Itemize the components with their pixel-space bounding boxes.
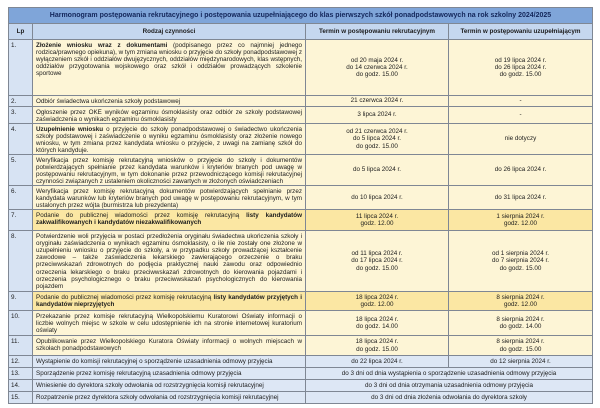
- header-lp: Lp: [9, 24, 33, 40]
- row-1-supplementary-term: [449, 40, 593, 96]
- row-6-activity: [33, 186, 306, 210]
- row-6-recruitment-term: [306, 186, 449, 210]
- row-2-number: 2.: [9, 96, 33, 107]
- row-10-supplementary-term: [449, 311, 593, 336]
- row-14-number: 14.: [9, 380, 33, 392]
- row-8-recruitment-line-3: do godz. 15.00: [356, 264, 398, 272]
- row-12-recruitment-line-1: do 22 lipca 2024 r.: [351, 357, 403, 365]
- row-6-supplementary-line-1: do 31 lipca 2024 r.: [494, 193, 547, 201]
- row-2-activity: [33, 96, 306, 107]
- row-9-recruitment-line-2: godz. 12.00: [360, 301, 394, 308]
- row-9-activity-text: Podanie do publicznej wiadomości przez komisję rekrutacyjną: [36, 293, 214, 301]
- row-5-number: 5.: [9, 155, 33, 186]
- row-2-supplementary-term: [449, 96, 593, 107]
- row-4-recruitment-line-1: od 21 czerwca 2024 r.: [346, 128, 408, 136]
- row-1-recruitment-line-1: od 20 maja 2024 r.: [350, 56, 404, 64]
- row-11-recruitment-term: [306, 336, 449, 356]
- row-11-recruitment-line-1: 18 lipca 2024 r.: [355, 338, 399, 346]
- row-11-recruitment-line-2: do godz. 15.00: [356, 345, 398, 353]
- row-12-supplementary-line-1: do 12 sierpnia 2024 r.: [490, 357, 551, 365]
- row-8-activity-text: Potwierdzenie woli przyjęcia w postaci przedłożenia oryginału świadectwa ukończenia szkoły i oryginału zaświadczenia o wynikach egzaminu ósmoklasisty, o ile nie zostały one złożone w uzupełnieniu wniosku o przyjęcie do szkoły, a w przypadku szkoły prowadzącej kształcenie zawodowe – także zaświadczenia lekarskiego zawierającego orzeczenie o braku przeciwwskazań zdrowotnych do podjęcia praktycznej nauki zawodu oraz odpowiednio orzeczenia lekarskiego o braku przeciwwskazań zdrowotnych do kierowania pojazdami i orzeczenia psychologicznego o braku przeciwwskazań psychologicznych do kierowania pojazdem: [36, 232, 302, 290]
- row-12-number: 12.: [9, 356, 33, 368]
- row-2-activity-text: Odbiór świadectwa ukończenia szkoły podstawowej: [36, 97, 181, 105]
- row-13-shared-term-text: do 3 dni od dnia wystąpienia o sporządzenie uzasadnienia odmowy przyjęcia: [341, 369, 557, 377]
- row-14-shared-term-text: do 3 dni od dnia otrzymania uzasadnienia odmowy przyjęcia: [364, 381, 533, 389]
- row-6-number: 6.: [9, 186, 33, 210]
- row-7-supplementary-line-1: 1 sierpnia 2024 r.: [496, 212, 545, 220]
- row-7-number: 7.: [9, 210, 33, 231]
- row-5-recruitment-line-1: do 5 lipca 2024 r.: [353, 166, 401, 174]
- row-6-supplementary-term: [449, 186, 593, 210]
- row-10-recruitment-term: [306, 311, 449, 336]
- row-5-supplementary-line-1: do 26 lipca 2024 r.: [494, 166, 547, 174]
- row-9-supplementary-term: [449, 292, 593, 311]
- row-12-supplementary-term: [449, 356, 593, 368]
- row-13-shared-term: [306, 368, 593, 380]
- row-13-activity-text: Sporządzenie przez komisję rekrutacyjną uzasadnienia odmowy przyjęcia: [36, 370, 242, 378]
- row-1-recruitment-line-3: do godz. 15.00: [356, 71, 398, 79]
- row-7-recruitment-term: [306, 210, 449, 231]
- row-7-recruitment-line-2: godz. 12.00: [360, 220, 394, 227]
- row-12-activity-text: Wystąpienie do komisji rekrutacyjnej o sporządzenie uzasadnienia odmowy przyjęcia: [36, 358, 273, 366]
- row-4-recruitment-line-3: do godz. 15.00: [356, 142, 398, 150]
- row-11-number: 11.: [9, 336, 33, 356]
- row-15-shared-term-text: do 3 dni od dnia złożenia odwołania do dyrektora szkoły: [371, 393, 527, 401]
- row-3-recruitment-term: [306, 107, 449, 124]
- row-14-activity: [33, 380, 306, 392]
- row-8-recruitment-line-2: do 17 lipca 2024 r.: [351, 257, 403, 265]
- row-11-supplementary-line-1: 8 sierpnia 2024 r.: [496, 338, 545, 346]
- row-3-activity: [33, 107, 306, 124]
- row-10-supplementary-line-2: do godz. 14.00: [499, 323, 542, 330]
- row-7-activity-text: Podanie do publicznej wiadomości przez komisję rekrutacyjną: [36, 211, 247, 219]
- row-7-activity-bold: listy kandydatów zakwalifikowanych i kandydatów niezakwalifikowanych: [36, 211, 302, 226]
- row-14-shared-term: [306, 380, 593, 392]
- row-1-recruitment-line-2: do 14 czerwca 2024 r.: [346, 63, 408, 71]
- row-12-activity: [33, 356, 306, 368]
- row-7-recruitment-line-1: 11 lipca 2024 r.: [355, 212, 399, 220]
- row-9-supplementary-line-1: 8 sierpnia 2024 r.: [496, 293, 545, 301]
- row-4-activity-text: o przyjęcie do szkoły ponadpodstawowej o świadectwo ukończenia szkoły podstawowej i zaświadczenie o wyniku egzaminu ósmoklasisty oraz złożenie nowego wniosku, w tym zmiana przez kandydata wniosku o przyjęcie, z uwagi na zamianę szkół do których kandyduje.: [36, 125, 302, 155]
- row-13-activity: [33, 368, 306, 380]
- row-10-number: 10.: [9, 311, 33, 336]
- row-15-activity-text: Rozpatrzenie przez dyrektora szkoły odwołania od rozstrzygnięcia komisji rekrutacyjnej: [36, 394, 279, 402]
- row-8-recruitment-line-1: od 11 lipca 2024 r.: [351, 250, 403, 258]
- row-1-activity-bold: Złożenie wniosku wraz z dokumentami: [36, 41, 168, 49]
- row-5-recruitment-term: [306, 155, 449, 186]
- row-10-recruitment-line-2: do godz. 14.00: [356, 323, 398, 330]
- row-8-supplementary-line-2: do 7 sierpnia 2024 r.: [491, 257, 550, 265]
- row-3-recruitment-line-1: 3 lipca 2024 r.: [357, 111, 397, 119]
- row-8-supplementary-term: [449, 231, 593, 292]
- row-1-activity: [33, 40, 306, 96]
- row-4-number: 4.: [9, 124, 33, 155]
- header-activity: Rodzaj czynności: [33, 24, 306, 40]
- row-5-activity-text: Weryfikacja przez komisję rekrutacyjną wniosków o przyjęcie do szkoły i dokumentów potwierdzających spełnianie przez kandydata warunków i kryteriów branych pod uwagę w postępowaniu rekrutacyjnym, w tym dokonanie przez przewodniczącego komisji rekrutacyjnej czynności związanych z ustaleniem okoliczności zawartych w złożonych oświadczeniach: [36, 156, 302, 186]
- row-1-supplementary-line-1: od 19 lipca 2024 r.: [494, 56, 547, 64]
- row-1-supplementary-line-2: do 26 lipca 2024 r.: [494, 63, 547, 71]
- row-6-activity-text: Weryfikacja przez komisję rekrutacyjną dokumentów potwierdzających spełnianie przez kandydata warunków lub kryteriów branych pod uwagę w postępowaniu rekrutacyjnym, w tym ustalonych przez wójta (burmistrza lub prezydenta): [36, 187, 302, 209]
- row-11-supplementary-term: [449, 336, 593, 356]
- row-4-recruitment-term: [306, 124, 449, 155]
- row-7-supplementary-line-2: godz. 12.00: [504, 220, 537, 227]
- row-7-activity: [33, 210, 306, 231]
- row-9-recruitment-line-1: 18 lipca 2024 r.: [355, 293, 399, 301]
- row-10-supplementary-line-1: 8 sierpnia 2024 r.: [496, 315, 545, 323]
- row-1-supplementary-line-3: do godz. 15.00: [499, 71, 542, 79]
- row-4-supplementary-line-1: nie dotyczy: [504, 135, 537, 143]
- row-2-supplementary-line-1: -: [519, 97, 522, 105]
- row-4-supplementary-term: [449, 124, 593, 155]
- row-8-recruitment-term: [306, 231, 449, 292]
- row-1-activity-text: (podpisanego przez co najmniej jednego rodzica/prawnego opiekuna), w tym zmiana wniosku o przyjęcie do szkoły ponadpodstawowej z wyłączeniem szkół i oddziałów dwujęzycznych, oddziałów międzynarodowych, klas wstępnych, oddziałów przygotowania wojskowego oraz szkół i oddziałów prowadzących szkolenie sportowe: [36, 41, 303, 78]
- row-4-activity: [33, 124, 306, 155]
- row-2-recruitment-line-1: 21 czerwca 2024 r.: [350, 97, 404, 105]
- row-10-activity: [33, 311, 306, 336]
- row-11-activity: [33, 336, 306, 356]
- row-9-recruitment-term: [306, 292, 449, 311]
- row-9-activity-bold: listy kandydatów przyjętych i kandydatów nieprzyjętych: [36, 293, 302, 308]
- row-13-number: 13.: [9, 368, 33, 380]
- row-8-number: 8.: [9, 231, 33, 292]
- schedule-table: [8, 7, 593, 404]
- table-title: Harmonogram postępowania rekrutacyjnego i postępowania uzupełniającego do klas pierwszych szkół ponadpodstawowych na rok szkolny 2024/2025: [9, 8, 593, 24]
- row-11-supplementary-line-2: do godz. 15.00: [499, 345, 542, 353]
- row-3-supplementary-term: [449, 107, 593, 124]
- row-10-recruitment-line-1: 18 lipca 2024 r.: [355, 315, 399, 323]
- row-12-recruitment-term: [306, 356, 449, 368]
- header-supplementary-term: Termin w postępowaniu uzupełniającym: [449, 24, 593, 40]
- row-4-recruitment-line-2: do 5 lipca 2024 r.: [353, 135, 401, 143]
- row-7-supplementary-term: [449, 210, 593, 231]
- row-15-number: 15.: [9, 392, 33, 404]
- row-5-supplementary-term: [449, 155, 593, 186]
- row-4-activity-bold: Uzupełnienie wniosku: [36, 125, 104, 133]
- row-10-activity-text: Przekazanie przez komisje rekrutacyjną Wielkopolskiemu Kuratorowi Oświaty informacji o liczbie wolnych miejsc w szkole w celu udostępnienie ich na stronie internetowej kuratorium oświaty: [36, 312, 302, 334]
- row-3-supplementary-line-1: -: [519, 111, 522, 119]
- row-1-recruitment-term: [306, 40, 449, 96]
- row-2-recruitment-term: [306, 96, 449, 107]
- row-1-number: 1.: [9, 40, 33, 96]
- row-14-activity-text: Wniesienie do dyrektora szkoły odwołania od rozstrzygnięcia komisji rekrutacyjnej: [36, 382, 264, 390]
- row-9-activity: [33, 292, 306, 311]
- row-15-shared-term: [306, 392, 593, 404]
- row-3-number: 3.: [9, 107, 33, 124]
- row-9-number: 9.: [9, 292, 33, 311]
- row-3-activity-text: Ogłoszenie przez OKE wyników egzaminu ósmoklasisty oraz odbiór ze szkoły podstawowej zaświadczenia o wynikach egzaminu ósmoklasisty: [36, 108, 302, 123]
- row-5-activity: [33, 155, 306, 186]
- row-11-activity-text: Opublikowanie przez Wielkopolskiego Kuratora Oświaty informacji o wolnych miejscach w szkołach ponadpodstawowych: [36, 337, 302, 352]
- header-recruitment-term: Termin w postępowaniu rekrutacyjnym: [306, 24, 449, 40]
- row-8-activity: [33, 231, 306, 292]
- row-6-recruitment-line-1: do 10 lipca 2024 r.: [351, 193, 403, 201]
- row-15-activity: [33, 392, 306, 404]
- row-8-supplementary-line-1: od 1 sierpnia 2024 r.: [491, 250, 550, 258]
- row-9-supplementary-line-2: godz. 12.00: [504, 301, 537, 308]
- row-8-supplementary-line-3: do godz. 15.00: [499, 264, 542, 272]
